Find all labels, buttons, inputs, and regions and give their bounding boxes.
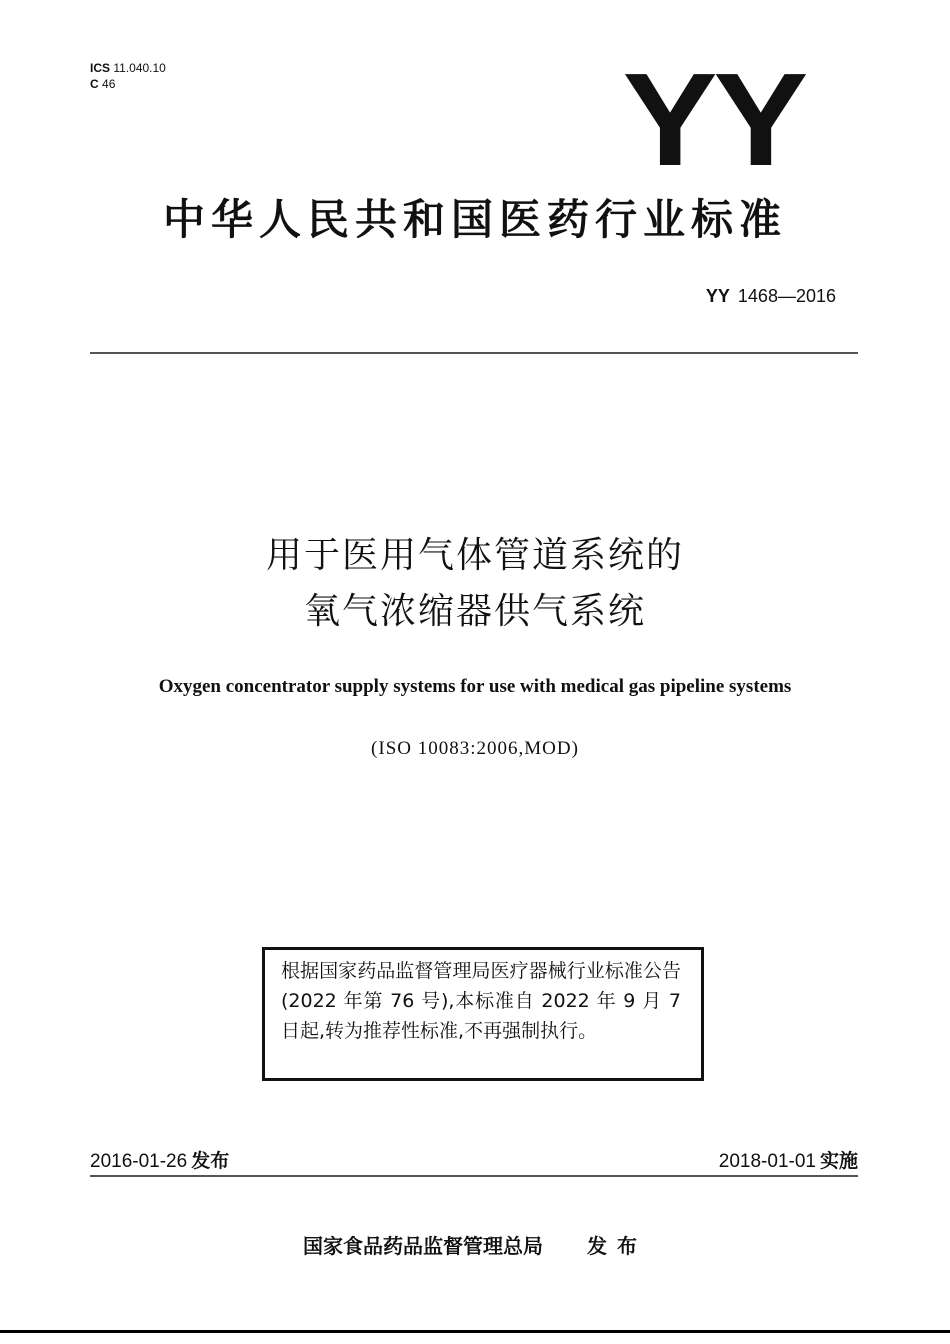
page-bottom-border (0, 1330, 950, 1333)
english-title: Oxygen concentrator supply systems for use with medical gas pipeline systems (158, 676, 792, 697)
issuer (0, 1230, 950, 1259)
ics-code (90, 60, 166, 76)
ics-value: 11.040.10 (113, 61, 166, 75)
effective-date-value: 2018-01-01 (718, 1151, 816, 1172)
document-title (0, 528, 950, 640)
issue-date-value: 2016-01-26 (90, 1151, 188, 1172)
issue-label: 发布 (191, 1150, 230, 1172)
notice-box (262, 947, 704, 1081)
standard-number-prefix: YY (705, 286, 730, 306)
issuer-name: 国家食品药品监督管理总局 (303, 1234, 543, 1258)
ccs-prefix: C (90, 77, 99, 91)
classification-codes (90, 60, 166, 92)
standard-title: 中华人民共和国医药行业标准 (162, 195, 787, 244)
document-title-line1: 用于医用气体管道系统的 (265, 535, 684, 576)
iso-reference: (ISO 10083:2006,MOD) (371, 738, 579, 759)
issue-date (90, 1146, 229, 1173)
footer-divider (90, 1175, 858, 1177)
effective-date (719, 1146, 858, 1173)
issuer-action: 发布 (587, 1234, 647, 1258)
ccs-value: 46 (102, 77, 116, 91)
standard-number-value: 1468—2016 (737, 286, 836, 306)
document-title-line2: 氧气浓缩器供气系统 (303, 591, 646, 632)
header-divider (90, 352, 858, 354)
effective-label: 实施 (819, 1150, 858, 1172)
ics-prefix: ICS (90, 61, 111, 75)
yy-logo: YY (622, 46, 804, 193)
notice-text: 根据国家药品监督管理局医疗器械行业标准公告(2022 年第 76 号),本标准自 2022 年 9 月 7 日起,转为推荐性标准,不再强制执行。 (281, 960, 681, 1042)
standard-number (706, 286, 836, 307)
ccs-code (90, 76, 166, 92)
